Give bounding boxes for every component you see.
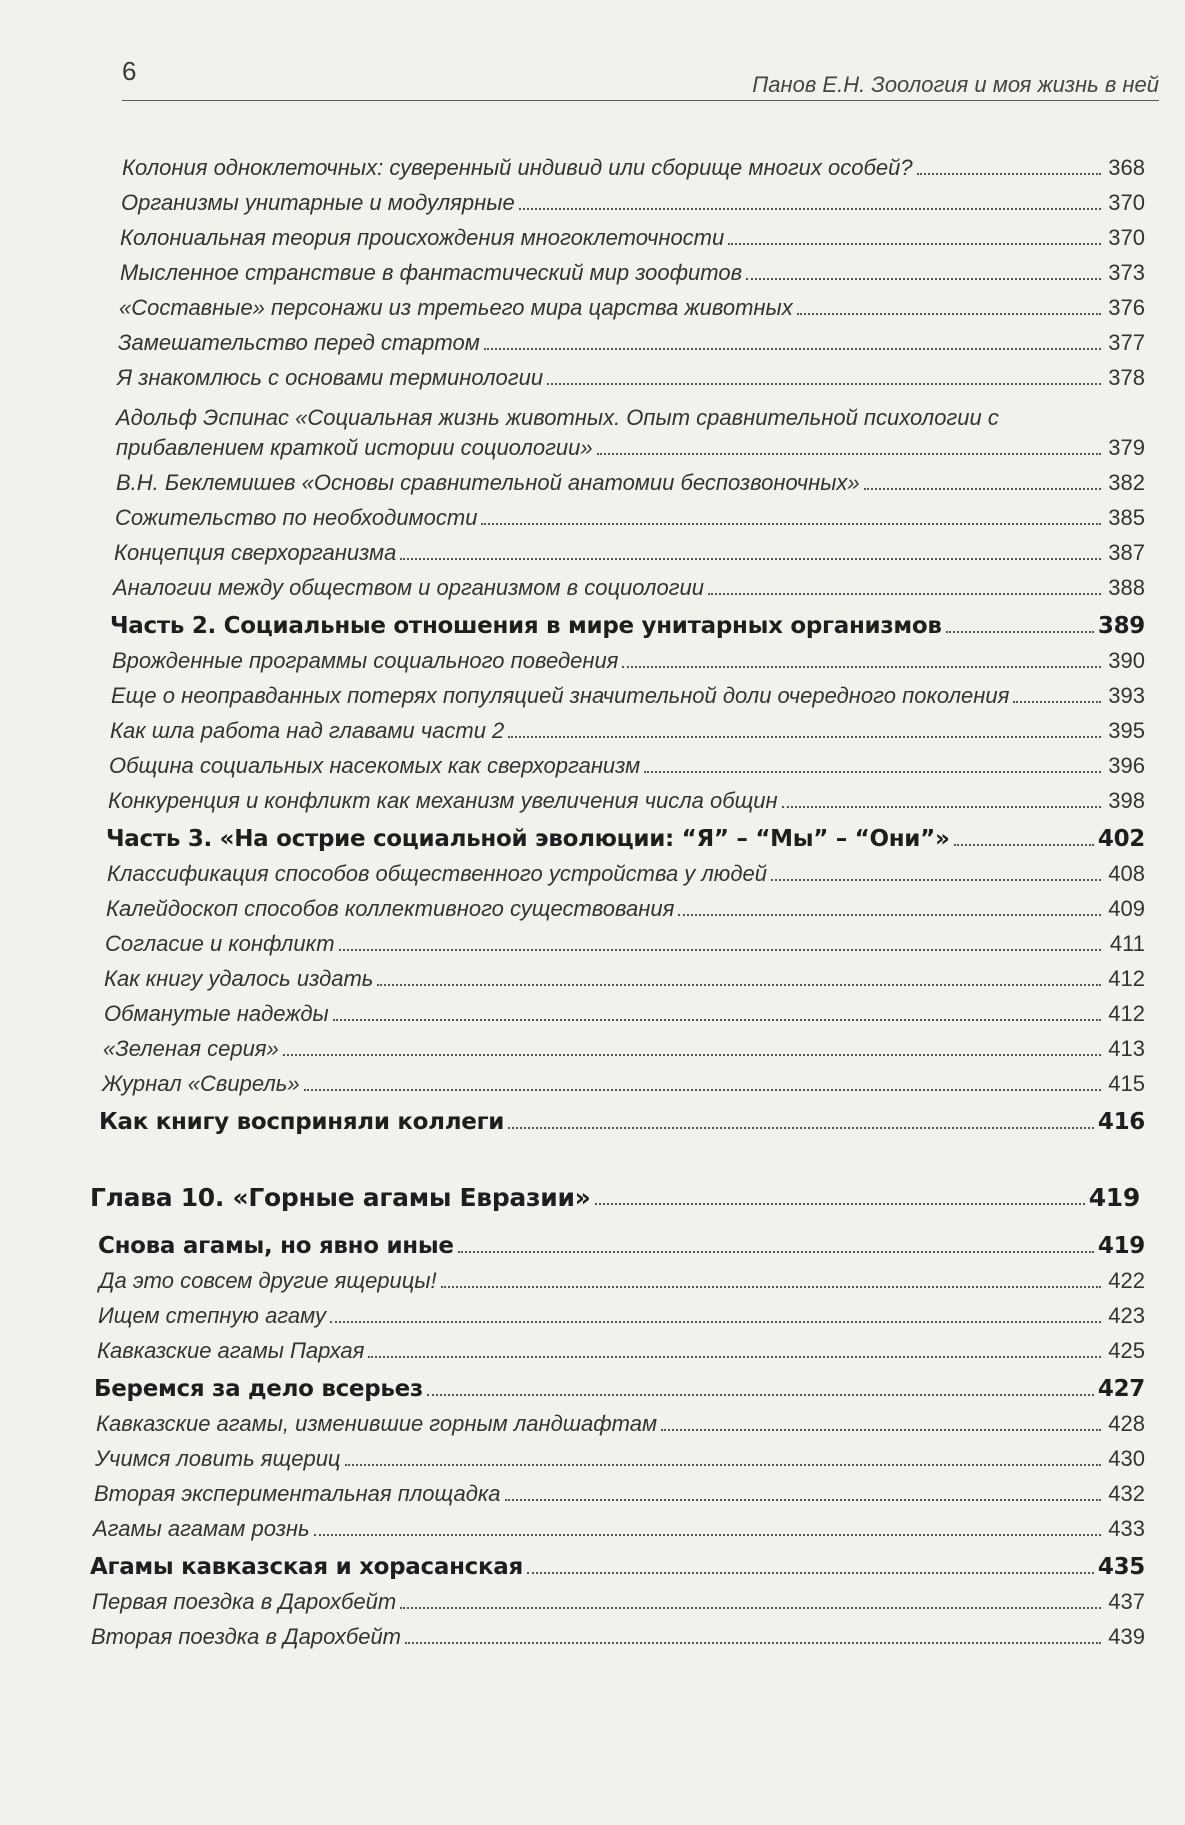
- toc-entry: [0, 393, 1185, 463]
- dot-leader: [519, 208, 1101, 210]
- toc-entry: [0, 1582, 1185, 1617]
- toc-entry-title: Еще о неоправданных потерях популяцией значительной доли очередного поколения: [111, 683, 1010, 708]
- dot-leader: [458, 1251, 1094, 1253]
- toc-entry-title: Ищем степную агаму: [98, 1303, 326, 1328]
- toc-page-number: 387: [1108, 540, 1145, 565]
- toc-page-number: 423: [1108, 1303, 1145, 1328]
- dot-leader: [400, 1607, 1101, 1609]
- dot-leader: [505, 1499, 1101, 1501]
- dot-leader: [481, 523, 1101, 525]
- toc-page-number: 409: [1108, 896, 1145, 921]
- toc-entry-title: Как книгу восприняли коллеги: [99, 1109, 505, 1135]
- dot-leader: [708, 593, 1101, 595]
- toc-section: [0, 1366, 1185, 1404]
- toc-page-number: 376: [1108, 295, 1145, 320]
- toc-page-number: 437: [1108, 1589, 1145, 1614]
- dot-leader: [314, 1534, 1101, 1536]
- dot-leader: [661, 1429, 1101, 1431]
- running-header: Панов Е.Н. Зоология и моя жизнь в ней: [752, 72, 1159, 97]
- toc-entry-title: Конкуренция и конфликт как механизм увеличения числа общин: [108, 788, 778, 813]
- toc-entry: [0, 1617, 1185, 1652]
- toc-entry: [0, 641, 1185, 676]
- toc-page-number: 379: [1108, 435, 1145, 460]
- toc-entry-title: «Зеленая серия»: [103, 1036, 279, 1061]
- toc-entry-title: Часть 3. «На острие социальной эволюции: “Я” – “Мы” – “Они”»: [106, 826, 950, 852]
- toc-entry: [0, 533, 1185, 568]
- toc-entry-title: Аналогии между обществом и организмом в социологии: [113, 575, 705, 600]
- dot-leader: [405, 1642, 1101, 1644]
- toc-page-number: 412: [1108, 1001, 1145, 1026]
- toc-section: [0, 1223, 1185, 1261]
- dot-leader: [345, 1464, 1101, 1466]
- toc-entry-title: Сожительство по необходимости: [115, 505, 478, 530]
- toc-entry-title: Журнал «Свирель»: [102, 1071, 300, 1096]
- dot-leader: [400, 558, 1101, 560]
- toc-page-number: 388: [1108, 575, 1145, 600]
- toc-page-number: 402: [1097, 826, 1145, 852]
- toc-entry: [0, 253, 1185, 288]
- toc-entry: [0, 1509, 1185, 1544]
- toc-entry: [0, 994, 1185, 1029]
- toc-page-number: 416: [1097, 1109, 1145, 1135]
- toc-entry: [0, 1029, 1185, 1064]
- dot-leader: [508, 1127, 1094, 1129]
- toc-entry-title-continued: прибавлением краткой истории социологии»: [116, 435, 593, 460]
- toc-entry: [0, 288, 1185, 323]
- toc-entry-title: Вторая поездка в Дарохбейт: [91, 1624, 402, 1649]
- toc-entry-title: Классификация способов общественного устройства у людей: [107, 861, 767, 886]
- toc-page-number: 370: [1108, 190, 1145, 215]
- toc-page-number: 368: [1108, 155, 1145, 180]
- toc-entry: [0, 1404, 1185, 1439]
- toc-entry: [0, 781, 1185, 816]
- toc-entry-title: Врожденные программы социального поведения: [112, 648, 619, 673]
- toc-page-number: 398: [1108, 788, 1145, 813]
- dot-leader: [330, 1321, 1101, 1323]
- dot-leader: [595, 1203, 1085, 1205]
- toc-page-number: 422: [1108, 1268, 1145, 1293]
- dot-leader: [771, 879, 1101, 881]
- toc-page-number: 427: [1097, 1376, 1145, 1402]
- toc-page-number: 432: [1108, 1481, 1145, 1506]
- toc-entry-title: Снова агамы, но явно иные: [98, 1233, 454, 1259]
- toc-entry: [0, 183, 1185, 218]
- toc-entry: [0, 148, 1185, 183]
- dot-leader: [283, 1054, 1101, 1056]
- toc-page-number: 430: [1108, 1446, 1145, 1471]
- toc-page-number: 370: [1108, 225, 1145, 250]
- toc-entry: [0, 676, 1185, 711]
- toc-chapter: [0, 1165, 1185, 1213]
- dot-leader: [644, 771, 1101, 773]
- dot-leader: [864, 488, 1101, 490]
- toc-entry: [0, 1439, 1185, 1474]
- toc-page-number: 378: [1108, 365, 1145, 390]
- toc-entry: [0, 323, 1185, 358]
- dot-leader: [547, 383, 1101, 385]
- toc-page-number: 390: [1108, 648, 1145, 673]
- dot-leader: [597, 453, 1101, 455]
- dot-leader: [304, 1089, 1101, 1091]
- toc-entry-title: Как шла работа над главами части 2: [110, 718, 505, 743]
- page-number: 6: [122, 56, 137, 86]
- toc-page-number: 396: [1108, 753, 1145, 778]
- toc-section: [0, 1544, 1185, 1582]
- toc-entry-title: Часть 2. Социальные отношения в мире унитарных организмов: [110, 613, 942, 639]
- toc-entry: [0, 218, 1185, 253]
- toc-entry: [0, 1296, 1185, 1331]
- toc-page-number: 389: [1097, 613, 1145, 639]
- toc-entry: [0, 1331, 1185, 1366]
- toc-page-number: 413: [1108, 1036, 1145, 1061]
- toc-entry-title: Да это совсем другие ящерицы!: [99, 1268, 437, 1293]
- dot-leader: [954, 844, 1094, 846]
- dot-leader: [339, 949, 1101, 951]
- toc-section: [0, 1099, 1185, 1137]
- toc-entry: [0, 924, 1185, 959]
- toc-entry: [0, 568, 1185, 603]
- dot-leader: [917, 173, 1101, 175]
- dot-leader: [728, 243, 1101, 245]
- toc-entry: [0, 1474, 1185, 1509]
- toc-entry: [0, 1261, 1185, 1296]
- toc-entry-title: Глава 10. «Горные агамы Евразии»: [90, 1183, 591, 1212]
- toc-entry-title: Калейдоскоп способов коллективного существования: [106, 896, 675, 921]
- dot-leader: [746, 278, 1101, 280]
- toc-page-number: 377: [1108, 330, 1145, 355]
- toc-entry: [0, 358, 1185, 393]
- toc-entry-title: Вторая экспериментальная площадка: [94, 1481, 501, 1506]
- toc-page-number: 419: [1097, 1233, 1145, 1259]
- dot-leader: [368, 1356, 1101, 1358]
- toc-entry-title: Обманутые надежды: [104, 1001, 329, 1026]
- toc-entry-title: Кавказские агамы, изменившие горным ландшафтам: [96, 1411, 658, 1436]
- toc-section: [0, 816, 1185, 854]
- toc-entry-title: Организмы унитарные и модулярные: [121, 190, 515, 215]
- toc-page-number: 382: [1108, 470, 1145, 495]
- dot-leader: [797, 313, 1101, 315]
- toc-page-number: 373: [1108, 260, 1145, 285]
- toc-entry-title: «Составные» персонажи из третьего мира царства животных: [119, 295, 793, 320]
- dot-leader: [333, 1019, 1101, 1021]
- toc-page-number: 439: [1108, 1624, 1145, 1649]
- toc-entry-title: Колония одноклеточных: суверенный индивид или сборище многих особей?: [122, 155, 913, 180]
- dot-leader: [678, 914, 1101, 916]
- toc-entry: [0, 854, 1185, 889]
- dot-leader: [484, 348, 1101, 350]
- toc-entry-title: Согласие и конфликт: [105, 931, 335, 956]
- toc-entry-title: Агамы агамам рознь: [93, 1516, 310, 1541]
- toc-entry-title: Колониальная теория происхождения многоклеточности: [120, 225, 725, 250]
- dot-leader: [508, 736, 1101, 738]
- toc-entry-title: В.Н. Беклемишев «Основы сравнительной анатомии беспозвоночных»: [116, 470, 860, 495]
- dot-leader: [377, 984, 1101, 986]
- toc-entry: [0, 1064, 1185, 1099]
- dot-leader: [427, 1394, 1094, 1396]
- toc-page-number: 385: [1108, 505, 1145, 530]
- toc-page-number: 419: [1088, 1183, 1140, 1212]
- toc-page-number: 395: [1108, 718, 1145, 743]
- toc-entry: [0, 746, 1185, 781]
- toc-entry: [0, 498, 1185, 533]
- toc-entry-title: Кавказские агамы Пархая: [97, 1338, 365, 1363]
- toc-entry: [0, 959, 1185, 994]
- toc-entry-title: Беремся за дело всерьез: [94, 1376, 423, 1402]
- toc-page-number: 433: [1108, 1516, 1145, 1541]
- dot-leader: [527, 1572, 1094, 1574]
- dot-leader: [1013, 701, 1101, 703]
- dot-leader: [441, 1286, 1101, 1288]
- toc-page-number: 415: [1108, 1071, 1145, 1096]
- toc-entry-title: Агамы кавказская и хорасанская: [90, 1554, 523, 1580]
- toc-entry-title: Адольф Эспинас «Социальная жизнь животных. Опыт сравнительной психологии с: [116, 405, 999, 430]
- toc-entry-title: Я знакомлюсь с основами терминологии: [117, 365, 544, 390]
- dot-leader: [946, 631, 1094, 633]
- toc-page-number: 435: [1097, 1554, 1145, 1580]
- dot-leader: [782, 806, 1101, 808]
- toc-entry: [0, 463, 1185, 498]
- toc-page-number: 408: [1108, 861, 1145, 886]
- toc-section: [0, 603, 1185, 641]
- dot-leader: [622, 666, 1101, 668]
- toc-page-number: 411: [1109, 931, 1145, 956]
- toc-page-number: 425: [1108, 1338, 1145, 1363]
- toc-entry-title: Как книгу удалось издать: [104, 966, 374, 991]
- table-of-contents: [0, 148, 1185, 1652]
- toc-entry: [0, 889, 1185, 924]
- toc-entry-title: Учимся ловить ящериц: [95, 1446, 341, 1471]
- toc-entry-title: Мысленное странствие в фантастический мир зоофитов: [120, 260, 743, 285]
- toc-entry-title: Концепция сверхорганизма: [114, 540, 397, 565]
- header-rule: [122, 100, 1159, 101]
- toc-entry-title: Община социальных насекомых как сверхорганизм: [109, 753, 641, 778]
- toc-entry-title: Замешательство перед стартом: [118, 330, 480, 355]
- toc-entry: [0, 711, 1185, 746]
- toc-page-number: 428: [1108, 1411, 1145, 1436]
- toc-page-number: 393: [1108, 683, 1145, 708]
- toc-page-number: 412: [1108, 966, 1145, 991]
- toc-entry-title: Первая поездка в Дарохбейт: [92, 1589, 397, 1614]
